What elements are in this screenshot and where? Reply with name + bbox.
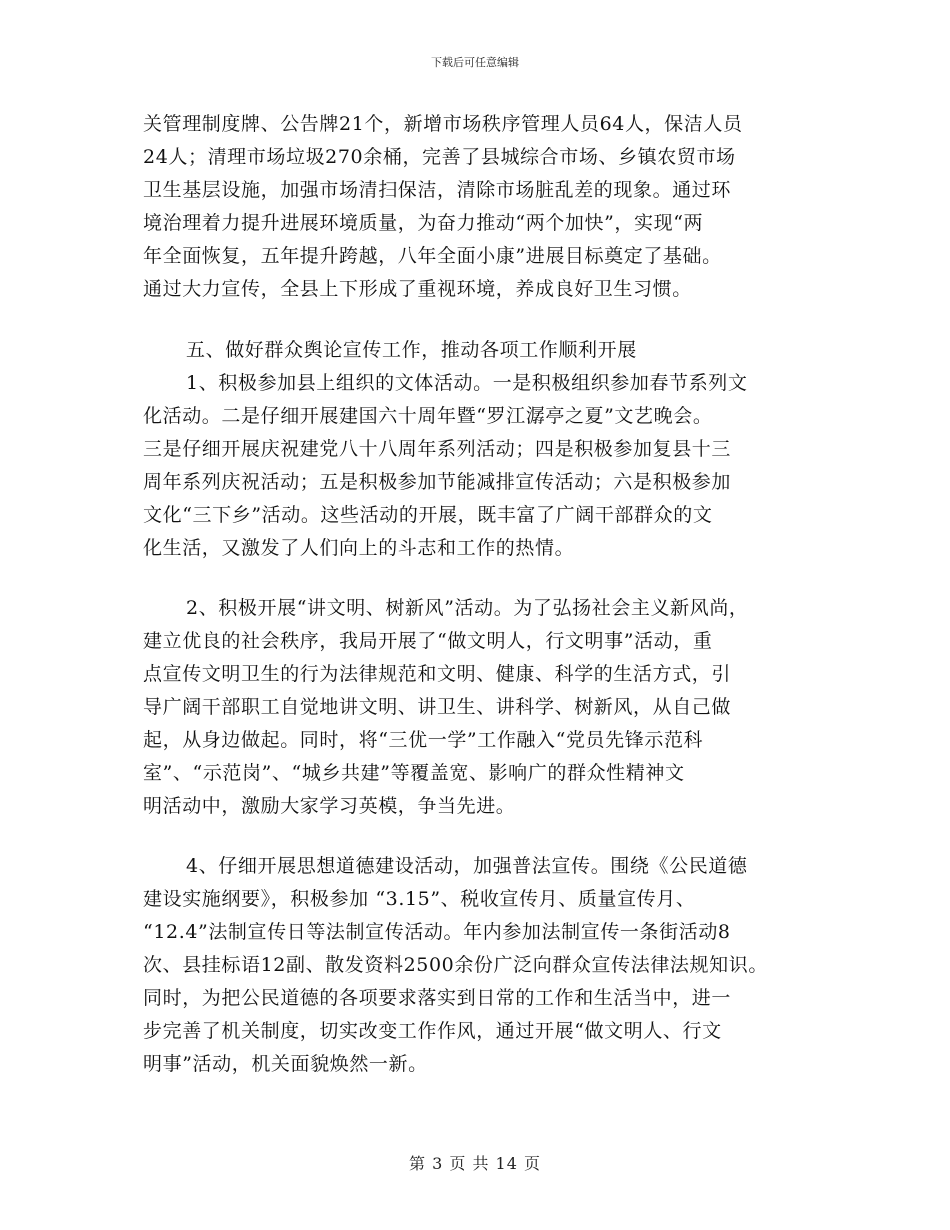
body-line: 24人；清理市场垃圾270余桶，完善了县城综合市场、乡镇农贸市场 <box>143 146 736 168</box>
section-heading: 五、做好群众舆论宣传工作，推动各项工作顺利开展 <box>186 339 637 361</box>
body-line: 通过大力宣传，全县上下形成了重视环境，养成良好卫生习惯。 <box>143 278 692 300</box>
body-line: 2、积极开展“讲文明、树新风”活动。为了弘扬社会主义新风尚， <box>186 597 749 619</box>
body-line: 化生活，又激发了人们向上的斗志和工作的热情。 <box>143 537 575 559</box>
body-line: 境治理着力提升进展环境质量，为奋力推动“两个加快”，实现“两 <box>143 212 704 234</box>
body-line: 步完善了机关制度，切实改变工作作风，通过开展“做文明人、行文 <box>143 1020 722 1042</box>
body-line: 点宣传文明卫生的行为法律规范和文明、健康、科学的生活方式，引 <box>143 663 732 685</box>
body-line: 明活动中，激励大家学习英模，争当先进。 <box>143 795 516 817</box>
body-line: 明事”活动，机关面貌焕然一新。 <box>143 1053 428 1075</box>
body-line: 卫生基层设施，加强市场清扫保洁，清除市场脏乱差的现象。通过环 <box>143 179 732 201</box>
body-line: 三是仔细开展庆祝建党八十八周年系列活动；四是积极参加复县十三 <box>143 438 732 460</box>
page-number: 第 3 页 共 14 页 <box>409 1154 541 1173</box>
body-line: 文化“三下乡”活动。这些活动的开展，既丰富了广阔干部群众的文 <box>143 504 713 526</box>
body-line: 1、积极参加县上组织的文体活动。一是积极组织参加春节系列文 <box>186 372 748 394</box>
page-header: 下载后可任意编辑 <box>431 56 519 69</box>
body-line: 同时，为把公民道德的各项要求落实到日常的工作和生活当中，进一 <box>143 987 732 1009</box>
body-line: “12.4”法制宣传日等法制宣传活动。年内参加法制宣传一条街活动8 <box>143 921 731 943</box>
body-line: 起，从身边做起。同时，将“三优一学”工作融入“党员先锋示范科 <box>143 729 704 751</box>
body-line: 周年系列庆祝活动；五是积极参加节能减排宣传活动；六是积极参加 <box>143 471 732 493</box>
body-line: 次、县挂标语12副、散发资料2500余份广泛向群众宣传法律法规知识。 <box>143 954 768 976</box>
body-line: 建立优良的社会秩序，我局开展了“做文明人，行文明事”活动，重 <box>143 630 713 652</box>
body-line: 年全面恢复，五年提升跨越，八年全面小康”进展目标奠定了基础。 <box>143 245 722 267</box>
body-line: 关管理制度牌、公告牌21个，新增市场秩序管理人员64人，保洁人员 <box>143 113 743 135</box>
body-line: 建设实施纲要》，积极参加 “3.15”、税收宣传月、质量宣传月、 <box>143 888 696 910</box>
body-line: 室”、“示范岗”、“城乡共建”等覆盖宽、影响广的群众性精神文 <box>143 762 685 784</box>
body-line: 4、仔细开展思想道德建设活动，加强普法宣传。围绕《公民道德 <box>186 855 748 877</box>
body-line: 化活动。二是仔细开展建国六十周年暨“罗江潺亭之夏”文艺晚会。 <box>143 405 713 427</box>
body-line: 导广阔干部职工自觉地讲文明、讲卫生、讲科学、树新风，从自己做 <box>143 696 732 718</box>
